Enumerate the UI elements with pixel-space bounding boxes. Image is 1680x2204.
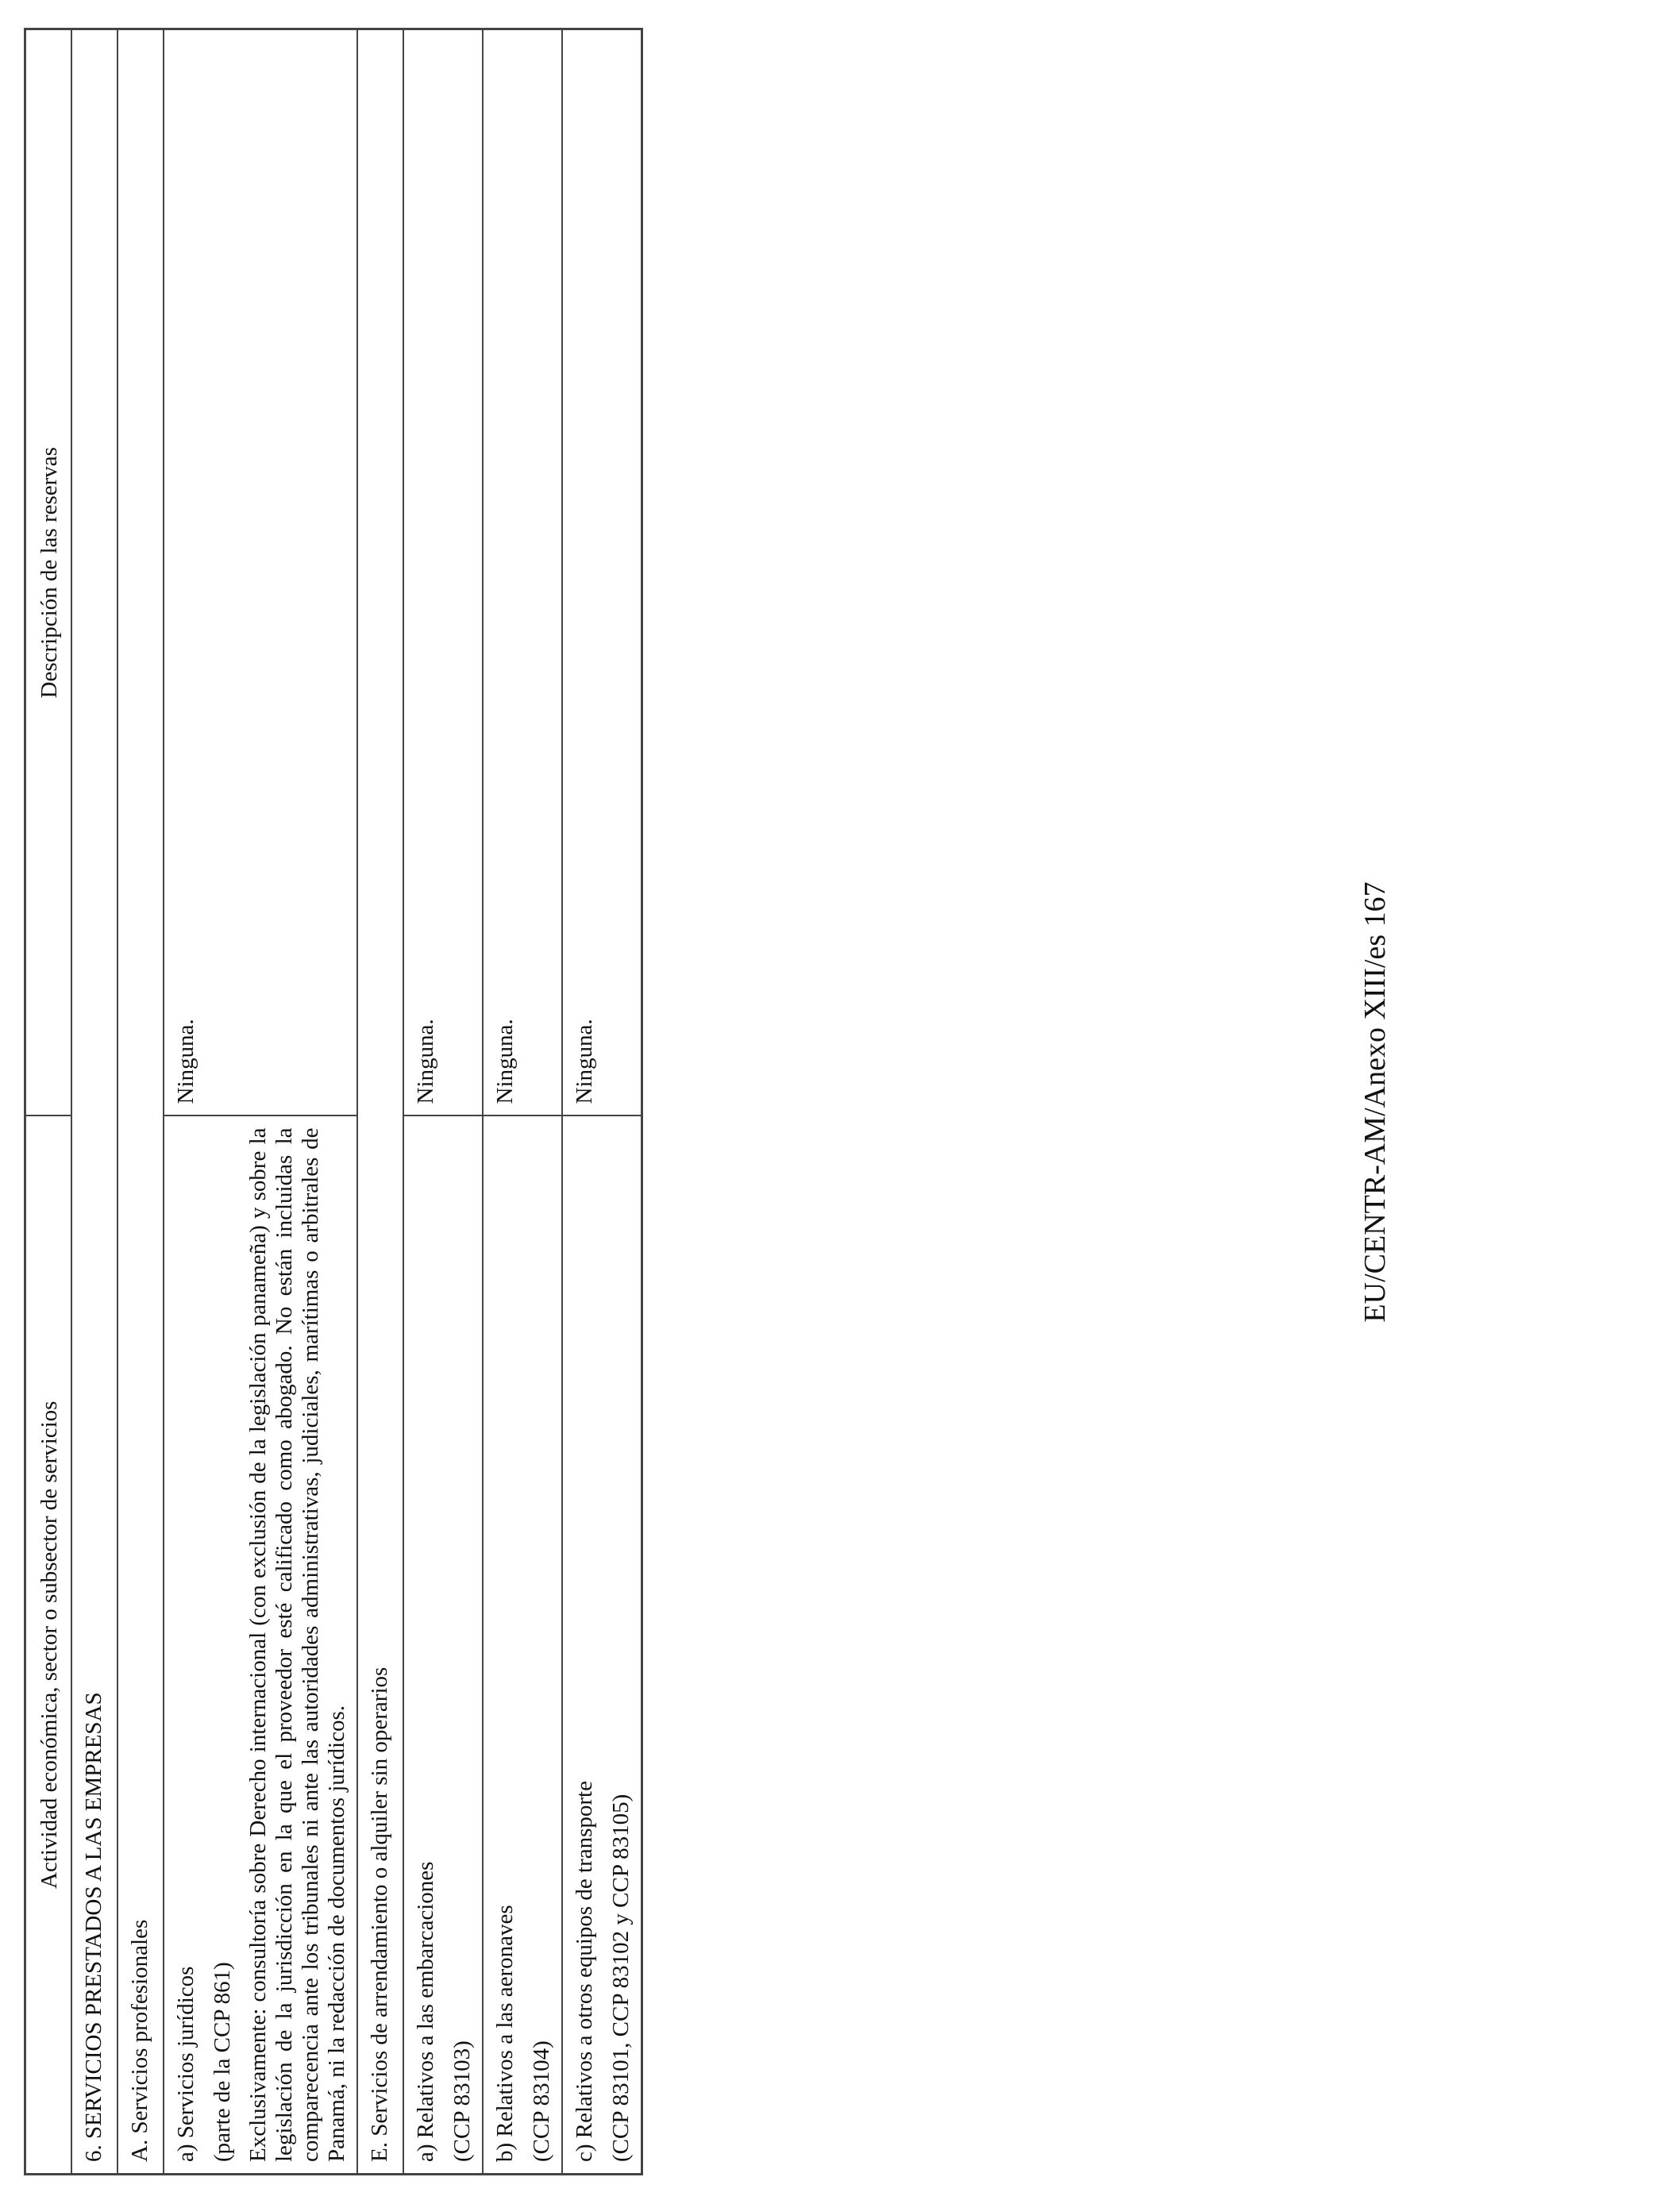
row-title: a) Relativos a las embarcaciones xyxy=(413,1861,438,2162)
table-row xyxy=(164,29,357,2175)
legal-services-cell xyxy=(164,1116,357,2175)
table-row xyxy=(483,29,562,2175)
header-reservations: Descripción de las reservas xyxy=(25,29,72,1116)
row-title: b) Relativos a las aeronaves xyxy=(492,1905,518,2162)
row-cell xyxy=(403,1116,483,2175)
reservations-table xyxy=(24,28,643,2175)
legal-code: (parte de la CCP 861) xyxy=(210,1962,235,2162)
page-footer: EU/CENTR-AM/Anexo XIII/es 167 xyxy=(1358,881,1392,1323)
table-row xyxy=(562,29,642,2175)
legal-title: a) Servicios jurídicos xyxy=(173,1966,198,2162)
row-reservation: Ninguna. xyxy=(562,29,642,1116)
row-title: c) Relativos a otros equipos de transporte xyxy=(572,1781,597,2162)
table-header-row xyxy=(25,29,72,2175)
row-code: (CCP 83104) xyxy=(529,2040,554,2162)
section-title: 6. SERVICIOS PRESTADOS A LAS EMPRESAS xyxy=(71,29,118,2175)
table-row xyxy=(357,29,403,2175)
header-activity: Actividad económica, sector o subsector de servicios xyxy=(25,1116,72,2175)
row-reservation: Ninguna. xyxy=(403,29,483,1116)
table-row xyxy=(118,29,164,2175)
row-reservation: Ninguna. xyxy=(483,29,562,1116)
table-row xyxy=(403,29,483,2175)
subsection-professional: A. Servicios profesionales xyxy=(118,29,164,2175)
row-code: (CCP 83101, CCP 83102 y CCP 83105) xyxy=(608,1794,634,2162)
table-row xyxy=(71,29,118,2175)
row-cell xyxy=(483,1116,562,2175)
legal-description: Exclusivamente: consultoría sobre Derecho internacional (con exclusión de la legislación panameña) y sobre la legislación de la jurisdicción en la que el proveedor esté calificado como abogado. No están incluidas la comparecencia ante los tribunales ni ante las autoridades administrativas, judiciales, marítimas o arbitrales de Panamá, ni la redacción de documentos jurídicos. xyxy=(245,1127,349,2162)
row-cell xyxy=(562,1116,642,2175)
legal-reservation: Ninguna. xyxy=(164,29,357,1116)
subsection-leasing: E. Servicios de arrendamiento o alquiler sin operarios xyxy=(357,29,403,2175)
row-code: (CCP 83103) xyxy=(449,2040,475,2162)
